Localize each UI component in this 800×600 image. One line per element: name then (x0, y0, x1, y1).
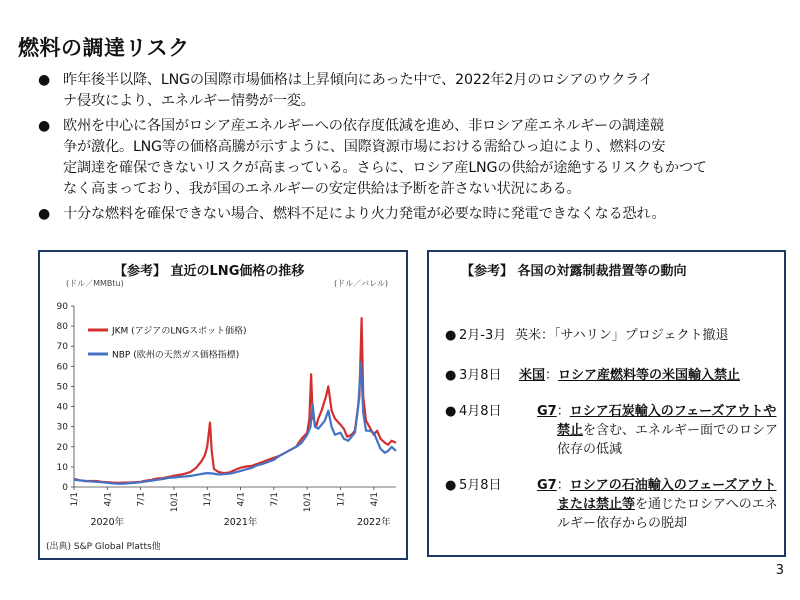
x-tick-label: 10/1 (169, 492, 180, 513)
bullet-item (38, 116, 773, 200)
y-tick-label: 40 (56, 402, 68, 413)
lng-panel-title: 【参考】 直近のLNG価格の推移 (114, 264, 305, 279)
sanction-country: G7 (537, 404, 557, 419)
page-number: 3 (775, 563, 784, 578)
y-tick-label: 70 (56, 342, 68, 353)
bullet-dot-icon: ● (445, 328, 457, 343)
sanction-date: 3月8日 (459, 368, 502, 383)
year-label: 2021年 (223, 517, 258, 528)
sanction-country: G7 (537, 478, 557, 493)
y-tick-label: 10 (56, 462, 68, 473)
sanction-date: 5月8日 (459, 478, 502, 493)
lng-price-panel (38, 250, 408, 560)
sanction-date: 2月-3月 (459, 328, 507, 343)
bullet-dot-icon: ● (38, 72, 51, 88)
y-tick-label: 50 (56, 382, 68, 393)
bullet-line: 定調達を確保できないリスクが高まっている。さらに、ロシア産LNGの供給が途絶するリスクもかつて (63, 160, 707, 176)
x-tick-label: 10/1 (303, 492, 314, 513)
sanction-text: G7：ロシア石炭輸入のフェーズアウトや (537, 404, 777, 419)
chart-source: (出典) S&P Global Platts他 (46, 542, 161, 552)
y-tick-label: 0 (62, 483, 68, 493)
left-axis-unit: (ドル／MMBtu) (66, 279, 124, 288)
sanction-text: 米国：ロシア産燃料等の米国輸入禁止 (519, 368, 741, 383)
bullet-item (38, 204, 773, 225)
x-tick-label: 1/1 (336, 492, 347, 507)
sanctions-panel-title: 【参考】 各国の対露制裁措置等の動向 (461, 264, 687, 279)
sanction-text-continued: 依存の低減 (557, 442, 623, 457)
series-line-jkm (74, 318, 396, 483)
bullet-dot-icon: ● (445, 478, 457, 493)
x-tick-label: 1/1 (70, 492, 80, 507)
sanctions-panel (427, 250, 786, 557)
x-tick-label: 4/1 (236, 492, 247, 507)
bullet-line: 争が激化。LNG等の価格高騰が示すように、国際資源市場における需給ひっ迫により、燃料の安 (63, 139, 666, 155)
year-label: 2020年 (90, 517, 125, 528)
sanction-text-continued: ルギー依存からの脱却 (557, 516, 688, 531)
x-tick-label: 7/1 (269, 492, 280, 507)
bullet-dot-icon: ● (38, 206, 51, 222)
sanction-country: 英米： (515, 328, 555, 343)
sanction-text-continued: 禁止を含む、エネルギー面でのロシア (557, 423, 779, 438)
sanction-date: 4月8日 (459, 404, 502, 419)
x-tick-label: 4/1 (369, 492, 380, 507)
bullet-list (38, 70, 773, 229)
lng-price-chart (40, 292, 406, 528)
bullet-item (38, 70, 773, 112)
slide-title: 燃料の調達リスク (18, 36, 190, 60)
sanction-text: 英米：「サハリン」プロジェクト撤退 (515, 328, 729, 343)
bullet-line: ナ侵攻により、エネルギー情勢が一変。 (63, 93, 315, 109)
x-tick-label: 1/1 (203, 492, 214, 507)
legend-label: NBP (欧州の天然ガス価格指標) (112, 350, 240, 361)
bullet-dot-icon: ● (38, 118, 51, 134)
bullet-line: なく高まっており、我が国のエネルギーの安定供給は予断を許さない状況にある。 (63, 181, 581, 197)
legend-label: JKM (アジアのLNGスポット価格) (112, 326, 247, 337)
sanction-text-continued: または禁止等を通じたロシアへのエネ (557, 497, 778, 512)
bullet-line: 昨年後半以降、LNGの国際市場価格は上昇傾向にあった中で、2022年2月のロシアのウクライ (63, 72, 653, 88)
right-axis-unit: (ドル／バレル) (333, 279, 388, 288)
bullet-line: 欧州を中心に各国がロシア産エネルギーへの依存度低減を進め、非ロシア産エネルギーの調達競 (63, 118, 664, 134)
y-tick-label: 90 (56, 302, 68, 312)
sanction-text: G7：ロシアの石油輸入のフェーズアウト (537, 478, 777, 493)
x-tick-label: 4/1 (103, 492, 114, 507)
y-tick-label: 80 (56, 322, 68, 333)
series-line-nbp (74, 362, 396, 484)
y-tick-label: 30 (56, 422, 68, 433)
x-tick-label: 7/1 (136, 492, 147, 507)
sanction-country: 米国 (519, 368, 546, 383)
y-tick-label: 20 (56, 442, 68, 453)
bullet-line: 十分な燃料を確保できない場合、燃料不足により火力発電が必要な時に発電できなくなる恐れ。 (63, 206, 666, 222)
bullet-dot-icon: ● (445, 368, 457, 383)
year-label: 2022年 (356, 517, 391, 528)
y-tick-label: 60 (56, 362, 68, 373)
bullet-dot-icon: ● (445, 404, 457, 419)
